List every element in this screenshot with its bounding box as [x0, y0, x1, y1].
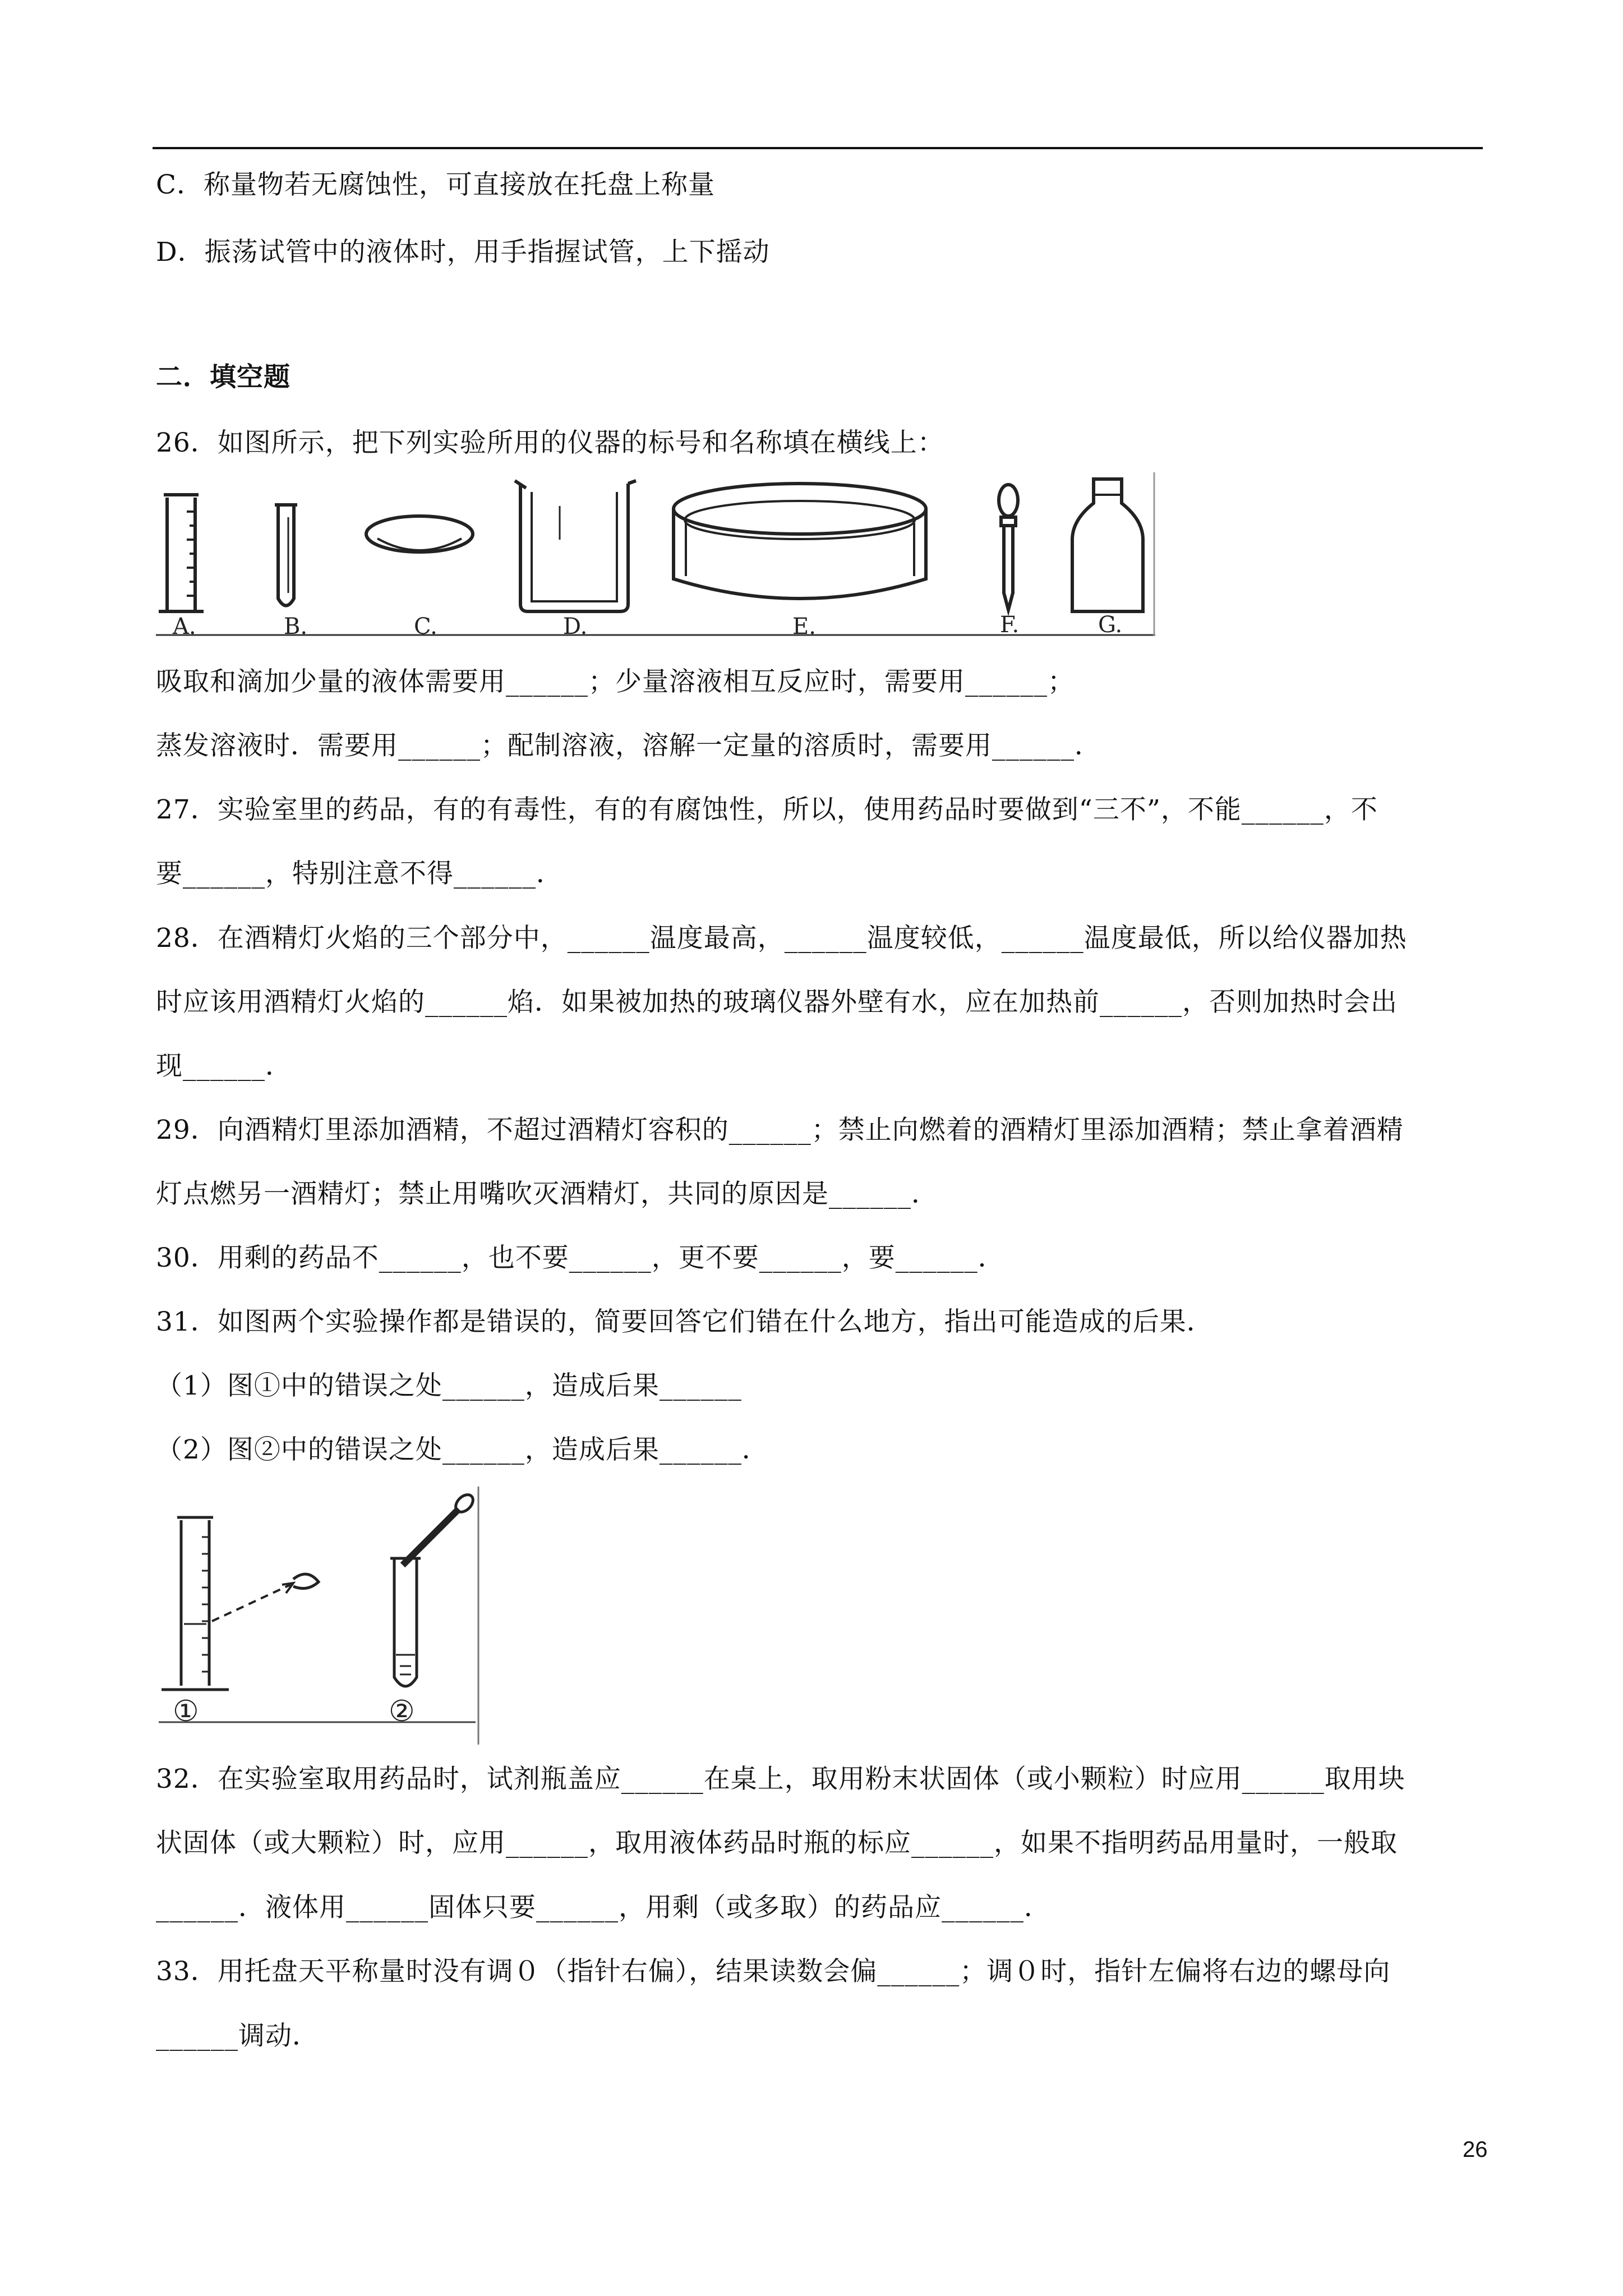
- q28-line2: 时应该用酒精灯火焰的______焰．如果被加热的玻璃仪器外壁有水，应在加热前______，否则加热时会出: [156, 987, 1398, 1018]
- label-e: E.: [792, 614, 816, 639]
- option-c: C．称量物若无腐蚀性，可直接放在托盘上称量: [156, 169, 715, 200]
- water-trough-icon: [674, 484, 926, 599]
- q26-line1: 吸取和滴加少量的液体需要用______；少量溶液相互反应时，需要用______；: [156, 666, 1075, 697]
- label-f: F.: [1000, 612, 1020, 638]
- option-d: D．振荡试管中的液体时，用手指握试管，上下摇动: [156, 237, 770, 268]
- reagent-bottle-icon: [1072, 479, 1143, 611]
- q26-instruments-figure: [156, 472, 1155, 641]
- label-b: B.: [284, 614, 308, 639]
- q29-line1: 29．向酒精灯里添加酒精，不超过酒精灯容积的______；禁止向燃着的酒精灯里添加酒精；禁止拿着酒精: [156, 1115, 1404, 1145]
- figure-label-2: ②: [389, 1695, 415, 1728]
- q31-stem: 31．如图两个实验操作都是错误的，简要回答它们错在什么地方，指出可能造成的后果．: [156, 1306, 1214, 1337]
- label-d: D.: [563, 614, 588, 639]
- q32-line2: 状固体（或大颗粒）时，应用______，取用液体药品时瓶的标应______，如果不指明药品用量时，一般取: [156, 1828, 1398, 1858]
- q26-line2: 蒸发溶液时．需要用______；配制溶液，溶解一定量的溶质时，需要用______．: [156, 730, 1101, 761]
- q26-stem: 26．如图所示，把下列实验所用的仪器的标号和名称填在横线上：: [156, 427, 944, 458]
- beaker-icon: [515, 481, 636, 611]
- label-g: G.: [1098, 612, 1123, 638]
- section-title: 二．填空题: [156, 362, 291, 393]
- q31-sub1: （1）图①中的错误之处______，造成后果______: [156, 1370, 742, 1401]
- label-a: A.: [173, 614, 196, 639]
- evaporating-dish-icon: [366, 516, 473, 552]
- q31-figure: [156, 1487, 481, 1745]
- label-c: C.: [414, 614, 437, 639]
- q33-line2: ______调动．: [156, 2021, 319, 2051]
- q28-line1: 28．在酒精灯火焰的三个部分中，______温度最高，______温度较低，______温度最低，所以给仪器加热: [156, 923, 1407, 954]
- q33-line1: 33．用托盘天平称量时没有调０（指针右偏），结果读数会偏______；调０时，指针左偏将右边的螺母向: [156, 1956, 1391, 1987]
- q29-line2: 灯点燃另一酒精灯；禁止用嘴吹灭酒精灯，共同的原因是______．: [156, 1179, 938, 1209]
- test-tube-icon: [275, 505, 297, 606]
- header-rule: [153, 147, 1483, 149]
- dropper-icon: [999, 485, 1018, 610]
- q28-line3: 现______．: [156, 1051, 292, 1082]
- q31-sub2: （2）图②中的错误之处______，造成后果______．: [156, 1434, 769, 1465]
- q32-line1: 32．在实验室取用药品时，试剂瓶盖应______在桌上，取用粉末状固体（或小颗粒）时应用______取用块: [156, 1764, 1405, 1795]
- page-number: 26: [1463, 2137, 1488, 2162]
- figure-label-1: ①: [173, 1695, 199, 1728]
- graduated-cylinder-icon: [159, 495, 204, 611]
- q27-line2: 要______，特别注意不得______．: [156, 858, 563, 889]
- q27-line1: 27．实验室里的药品，有的有毒性，有的有腐蚀性，所以，使用药品时要做到“三不”，不能______，不: [156, 794, 1378, 825]
- q30-line1: 30．用剩的药品不______，也不要______，更不要______，要______．: [156, 1243, 1005, 1273]
- q32-line3: ______．液体用______固体只要______，用剩（或多取）的药品应______．: [156, 1892, 1051, 1923]
